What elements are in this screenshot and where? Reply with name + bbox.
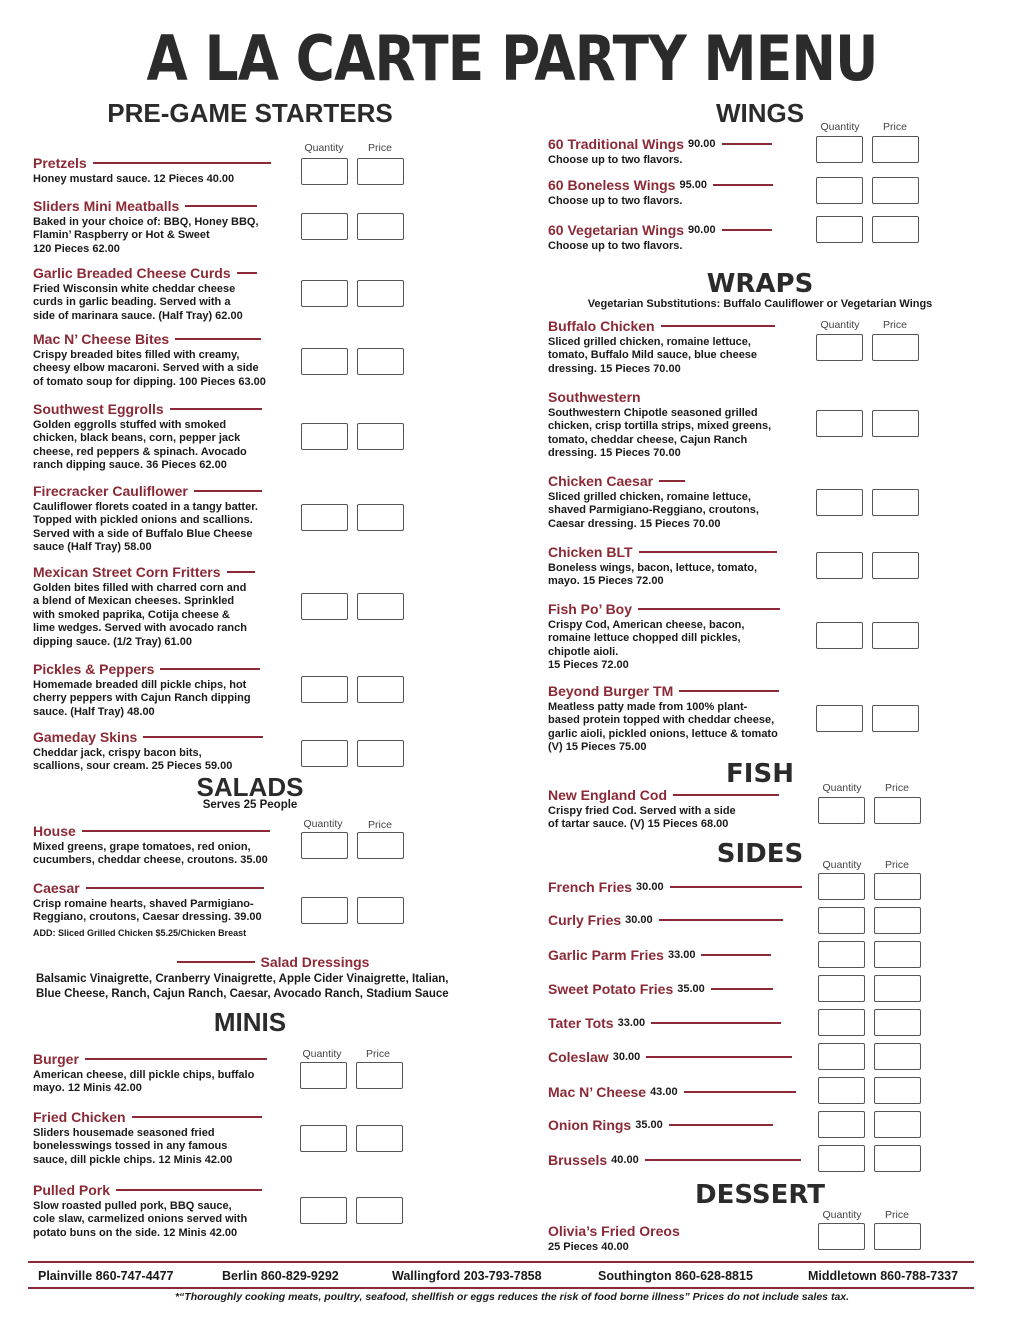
quantity-box[interactable]	[816, 177, 863, 204]
item-price: 95.00	[679, 179, 708, 191]
menu-item	[548, 1015, 781, 1031]
price-box[interactable]	[872, 489, 919, 516]
item-price: 43.00	[650, 1086, 678, 1098]
item-description: Meatless patty made from 100% plant- based protein topped with cheddar cheese, garlic aioli, pickled onions, lettuce & tomato (V) 15 Pieces 75.00	[548, 701, 778, 754]
quantity-box[interactable]	[300, 1125, 347, 1152]
price-box[interactable]	[357, 213, 404, 240]
item-name: French Fries	[548, 879, 633, 895]
item-description: Boneless wings, bacon, lettuce, tomato, mayo. 15 Pieces 72.00	[548, 562, 758, 588]
quantity-box[interactable]	[816, 489, 863, 516]
price-box[interactable]	[357, 897, 404, 924]
menu-item	[548, 683, 779, 755]
item-name: Mac N’ Cheese	[548, 1084, 647, 1100]
price-box[interactable]	[872, 216, 919, 243]
price-box[interactable]	[872, 705, 919, 732]
price-box[interactable]	[872, 177, 919, 204]
footer-location: Southington 860-628-8815	[598, 1269, 753, 1283]
item-name: Beyond Burger TM	[548, 683, 674, 699]
section-heading-dessert: DESSERT	[695, 1180, 825, 1210]
item-description: Crispy Cod, American cheese, bacon, romaine lettuce chopped dill pickles, chipotle aioli. 15 Pieces 72.00	[548, 619, 745, 672]
quantity-box[interactable]	[818, 975, 865, 1002]
item-name: Buffalo Chicken	[548, 318, 655, 334]
quantity-box[interactable]	[301, 213, 348, 240]
menu-item	[548, 1152, 801, 1168]
price-box[interactable]	[872, 334, 919, 361]
section-heading-wings: WINGS	[715, 98, 805, 128]
menu-item	[548, 177, 773, 208]
item-name: Coleslaw	[548, 1049, 609, 1065]
price-box[interactable]	[874, 941, 921, 968]
item-name: House	[33, 823, 76, 839]
item-description: American cheese, dill pickle chips, buffalo mayo. 12 Minis 42.00	[33, 1069, 255, 1095]
item-price: 35.00	[635, 1119, 663, 1131]
item-name: Fried Chicken	[33, 1109, 126, 1125]
quantity-box[interactable]	[301, 158, 348, 185]
item-name: Mexican Street Corn Fritters	[33, 564, 221, 580]
quantity-column-label: Quantity	[822, 782, 862, 794]
price-column-label: Price	[885, 859, 909, 871]
quantity-box[interactable]	[816, 216, 863, 243]
item-name: Pulled Pork	[33, 1182, 111, 1198]
item-name: Olivia’s Fried Oreos	[548, 1223, 680, 1239]
menu-item	[33, 564, 255, 649]
price-box[interactable]	[874, 1009, 921, 1036]
quantity-box[interactable]	[816, 410, 863, 437]
quantity-column-label: Quantity	[304, 142, 344, 154]
item-description: Cauliflower florets coated in a tangy batter. Topped with pickled onions and scallions. Served with a side of Buffalo Blue Cheese sauce (Half Tray) 58.00	[33, 501, 258, 554]
item-price: 90.00	[688, 224, 716, 236]
quantity-box[interactable]	[301, 280, 348, 307]
footer-location: Middletown 860-788-7337	[808, 1269, 959, 1283]
quantity-box[interactable]	[818, 873, 865, 900]
menu-item	[548, 136, 772, 167]
item-name: Burger	[33, 1051, 79, 1067]
price-box[interactable]	[874, 1077, 921, 1104]
menu-item	[33, 1109, 262, 1167]
quantity-box[interactable]	[301, 832, 348, 859]
quantity-box[interactable]	[818, 1223, 865, 1250]
item-description: Cheddar jack, crispy bacon bits, scallions, sour cream. 25 Pieces 59.00	[33, 747, 233, 773]
item-description: Slow roasted pulled pork, BBQ sauce, cole slaw, carmelized onions served with potato buns on the side. 12 Minis 42.00	[33, 1200, 248, 1239]
quantity-box[interactable]	[301, 423, 348, 450]
price-box[interactable]	[357, 593, 404, 620]
price-box[interactable]	[874, 873, 921, 900]
item-name: Garlic Breaded Cheese Curds	[33, 265, 231, 281]
price-box[interactable]	[872, 410, 919, 437]
quantity-box[interactable]	[818, 1111, 865, 1138]
menu-item	[33, 483, 262, 555]
menu-item	[548, 544, 777, 589]
quantity-column-label: Quantity	[303, 818, 343, 830]
item-name: Firecracker Cauliflower	[33, 483, 188, 499]
section-heading-wraps: WRAPS	[706, 269, 814, 299]
item-description: Sliced grilled chicken, romaine lettuce, tomato, Buffalo Mild sauce, blue cheese dressing. 15 Pieces 70.00	[548, 336, 758, 375]
item-name: Chicken BLT	[548, 544, 633, 560]
quantity-box[interactable]	[818, 1077, 865, 1104]
price-column-label: Price	[366, 1048, 390, 1060]
menu-item	[33, 1182, 262, 1240]
item-description: Crispy breaded bites filled with creamy, cheesy elbow macaroni. Served with a side of tomato soup for dipping. 100 Pieces 63.00	[33, 349, 266, 388]
salad-dressings-title: Salad Dressings	[40, 954, 500, 970]
item-name: Onion Rings	[548, 1117, 632, 1133]
footer-location: Berlin 860-829-9292	[222, 1269, 339, 1283]
item-name: Gameday Skins	[33, 729, 138, 745]
menu-item	[548, 473, 759, 531]
section-heading-fish: FISH	[726, 759, 794, 789]
item-description: Sliced grilled chicken, romaine lettuce, shaved Parmigiano-Reggiano, croutons, Caesar dressing. 15 Pieces 70.00	[548, 491, 759, 530]
menu-item	[33, 880, 264, 938]
item-price: 30.00	[636, 881, 664, 893]
item-price: 33.00	[667, 949, 696, 961]
price-box[interactable]	[874, 1043, 921, 1070]
menu-item	[33, 401, 262, 473]
menu-item	[33, 661, 260, 719]
item-description: Golden eggrolls stuffed with smoked chicken, black beans, corn, pepper jack cheese, red peppers & spinach. Avocado ranch dipping sauce. 36 Pieces 62.00	[33, 419, 247, 472]
item-description: Choose up to two flavors.	[548, 154, 683, 166]
price-box[interactable]	[872, 552, 919, 579]
menu-item	[548, 1084, 796, 1100]
item-name: Chicken Caesar	[548, 473, 654, 489]
item-name: Tater Tots	[548, 1015, 614, 1031]
quantity-box[interactable]	[816, 136, 863, 163]
section-heading-minis: MINIS	[213, 1007, 287, 1037]
quantity-box[interactable]	[816, 622, 863, 649]
item-name: Southwestern	[548, 389, 641, 405]
section-heading-sides: SIDES	[716, 839, 804, 869]
quantity-box[interactable]	[301, 593, 348, 620]
item-description: Mixed greens, grape tomatoes, red onion, cucumbers, cheddar cheese, croutons. 35.00	[33, 841, 268, 867]
page-title: A LA CARTE PARTY MENU	[146, 22, 878, 95]
item-description: Baked in your choice of: BBQ, Honey BBQ, Flamin’ Raspberry or Hot & Sweet 120 Pieces 62.00	[33, 216, 259, 255]
item-name: Brussels	[548, 1152, 608, 1168]
price-box[interactable]	[872, 136, 919, 163]
menu-item	[548, 222, 772, 253]
salads-subheading: Serves 25 People	[202, 799, 298, 811]
price-column-label: Price	[885, 1209, 909, 1221]
item-description: Crisp romaine hearts, shaved Parmigiano- Reggiano, croutons, Caesar dressing. 39.00	[33, 898, 262, 924]
footer-divider-bottom	[28, 1287, 974, 1289]
price-box[interactable]	[874, 975, 921, 1002]
item-price: 90.00	[688, 138, 716, 150]
menu-item	[33, 729, 263, 774]
menu-item	[548, 389, 771, 461]
item-description: Fried Wisconsin white cheddar cheese curds in garlic beading. Served with a side of marinara sauce. (Half Tray) 62.00	[33, 283, 243, 322]
quantity-box[interactable]	[816, 705, 863, 732]
item-description: Homemade breaded dill pickle chips, hot cherry peppers with Cajun Ranch dipping sauce. (Half Tray) 48.00	[33, 679, 251, 718]
item-name: Mac N’ Cheese Bites	[33, 331, 170, 347]
price-box[interactable]	[356, 1125, 403, 1152]
price-box[interactable]	[872, 622, 919, 649]
price-box[interactable]	[357, 832, 404, 859]
item-name: Caesar	[33, 880, 80, 896]
menu-item	[548, 787, 779, 832]
item-addon: ADD: Sliced Grilled Chicken $5.25/Chicken Breast	[33, 927, 247, 938]
item-name: 60 Vegetarian Wings	[548, 222, 685, 238]
item-description: Southwestern Chipotle seasoned grilled chicken, crisp tortilla strips, mixed greens, tomato, cheddar cheese, Cajun Ranch dressing. 15 Pieces 70.00	[548, 407, 772, 460]
item-name: Pretzels	[33, 155, 87, 171]
item-description: Crispy fried Cod. Served with a side of tartar sauce. (V) 15 Pieces 68.00	[548, 805, 736, 831]
price-column-label: Price	[368, 819, 392, 831]
item-name: 60 Boneless Wings	[548, 177, 676, 193]
price-box[interactable]	[874, 907, 921, 934]
item-name: Garlic Parm Fries	[548, 947, 664, 963]
quantity-box[interactable]	[301, 740, 348, 767]
menu-item	[548, 601, 780, 673]
item-name: Sweet Potato Fries	[548, 981, 674, 997]
item-description: Golden bites filled with charred corn and a blend of Mexican cheeses. Sprinkled with smoked paprika, Cotija cheese & lime wedges. Served with avocado ranch dipping sauce. (1/2 Tray) 61.00	[33, 582, 247, 648]
menu-item	[548, 1117, 773, 1133]
quantity-box[interactable]	[301, 348, 348, 375]
price-box[interactable]	[874, 1111, 921, 1138]
item-description: Sliders housemade seasoned fried bonelesswings tossed in any famous sauce, dill pickle chips. 12 Minis 42.00	[33, 1127, 233, 1166]
salad-dressings-list: Balsamic Vinaigrette, Cranberry Vinaigrette, Apple Cider Vinaigrette, Italian, Blue Cheese, Ranch, Cajun Ranch, Caesar, Avocado Ranch, Stadium Sauce	[36, 973, 449, 1000]
quantity-box[interactable]	[300, 1197, 347, 1224]
menu-item	[548, 318, 775, 376]
quantity-box[interactable]	[301, 897, 348, 924]
item-description: Choose up to two flavors.	[548, 195, 683, 207]
quantity-box[interactable]	[301, 504, 348, 531]
price-box[interactable]	[356, 1062, 403, 1089]
item-name: Fish Po’ Boy	[548, 601, 633, 617]
quantity-box[interactable]	[818, 1009, 865, 1036]
price-box[interactable]	[874, 1145, 921, 1172]
price-column-label: Price	[883, 319, 907, 331]
footer-location: Wallingford 203-793-7858	[392, 1269, 542, 1283]
quantity-column-label: Quantity	[822, 1209, 862, 1221]
quantity-column-label: Quantity	[820, 121, 860, 133]
item-name: 60 Traditional Wings	[548, 136, 685, 152]
price-box[interactable]	[356, 1197, 403, 1224]
quantity-column-label: Quantity	[820, 319, 860, 331]
quantity-box[interactable]	[818, 1145, 865, 1172]
quantity-box[interactable]	[816, 552, 863, 579]
price-box[interactable]	[357, 676, 404, 703]
quantity-column-label: Quantity	[302, 1048, 342, 1060]
price-column-label: Price	[368, 142, 392, 154]
menu-item	[548, 1049, 792, 1065]
quantity-column-label: Quantity	[822, 859, 862, 871]
menu-item	[33, 1051, 267, 1096]
item-description: Choose up to two flavors.	[548, 240, 683, 252]
item-price: 30.00	[625, 914, 653, 926]
item-price: 33.00	[617, 1017, 646, 1029]
quantity-box[interactable]	[301, 676, 348, 703]
section-heading-starters: PRE-GAME STARTERS	[107, 98, 393, 128]
menu-item	[548, 879, 802, 895]
menu-item	[548, 981, 773, 997]
quantity-box[interactable]	[818, 797, 865, 824]
price-box[interactable]	[357, 348, 404, 375]
menu-item	[33, 155, 271, 186]
menu-item	[548, 947, 771, 963]
menu-item	[33, 331, 266, 389]
price-box[interactable]	[874, 797, 921, 824]
quantity-box[interactable]	[816, 334, 863, 361]
price-box[interactable]	[357, 423, 404, 450]
price-box[interactable]	[874, 1223, 921, 1250]
item-price: 35.00	[677, 983, 705, 995]
menu-item	[33, 198, 259, 256]
item-name: Southwest Eggrolls	[33, 401, 164, 417]
footer-disclaimer: *“Thoroughly cooking meats, poultry, seafood, shellfish or eggs reduces the risk of food borne illness” Prices do not include sales tax.	[174, 1291, 850, 1303]
quantity-box[interactable]	[818, 907, 865, 934]
price-column-label: Price	[883, 121, 907, 133]
quantity-box[interactable]	[818, 1043, 865, 1070]
quantity-box[interactable]	[300, 1062, 347, 1089]
quantity-box[interactable]	[818, 941, 865, 968]
price-box[interactable]	[357, 740, 404, 767]
price-box[interactable]	[357, 158, 404, 185]
price-column-label: Price	[885, 782, 909, 794]
item-name: Sliders Mini Meatballs	[33, 198, 180, 214]
item-price: 30.00	[612, 1051, 641, 1063]
item-name: Curly Fries	[548, 912, 622, 928]
menu-item	[33, 265, 257, 323]
item-price: 40.00	[611, 1154, 639, 1166]
footer-divider-top	[28, 1261, 974, 1263]
section-heading-salads: SALADS	[196, 772, 304, 802]
menu-item	[33, 823, 270, 868]
price-box[interactable]	[357, 504, 404, 531]
price-box[interactable]	[357, 280, 404, 307]
item-name: Pickles & Peppers	[33, 661, 155, 677]
menu-item	[548, 912, 783, 928]
item-description: 25 Pieces 40.00	[548, 1241, 629, 1253]
footer-location: Plainville 860-747-4477	[38, 1269, 174, 1283]
menu-item	[548, 1223, 680, 1254]
item-description: Honey mustard sauce. 12 Pieces 40.00	[33, 173, 235, 185]
item-name: New England Cod	[548, 787, 667, 803]
wraps-subheading: Vegetarian Substitutions: Buffalo Cauliflower or Vegetarian Wings	[587, 298, 933, 310]
